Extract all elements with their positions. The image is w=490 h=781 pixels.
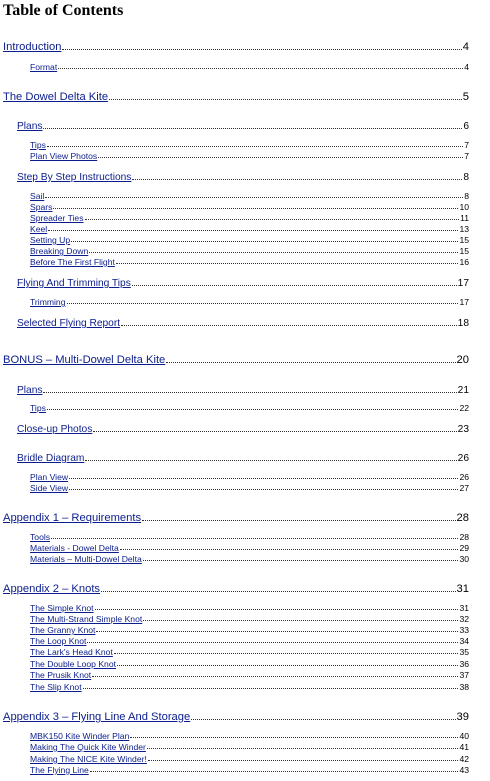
toc-entry-link[interactable]: Appendix 3 – Flying Line And Storage (3, 711, 191, 723)
toc-entry-link[interactable]: Plans (17, 385, 43, 396)
toc-entry-link[interactable]: Bridle Diagram (17, 453, 85, 464)
dot-leader (132, 179, 462, 180)
page-number: 35 (459, 647, 469, 657)
toc-entry-link[interactable]: Plan View (30, 472, 69, 482)
toc-entry-link[interactable]: Flying And Trimming Tips (17, 278, 131, 289)
toc-entry-link[interactable]: Making The Quick Kite Winder (30, 742, 146, 752)
toc-entry-link[interactable]: Side View (30, 483, 69, 493)
dot-leader (43, 392, 456, 393)
page-number: 11 (460, 213, 469, 223)
dot-leader (62, 49, 461, 50)
dot-leader (47, 409, 459, 410)
toc-entry-level-3[interactable] (30, 58, 469, 72)
toc-entry-level-3[interactable] (30, 293, 469, 307)
dot-leader (93, 431, 456, 432)
dot-leader (58, 68, 463, 69)
toc-entry-link[interactable]: Breaking Down (30, 246, 89, 256)
page-number: 21 (457, 385, 469, 396)
toc-entry-level-3[interactable] (30, 479, 469, 493)
dot-leader (147, 748, 459, 749)
dot-leader (132, 285, 457, 286)
toc-entry-link[interactable]: Sail (30, 191, 45, 201)
toc-entry-level-1[interactable] (3, 352, 469, 366)
toc-entry-link[interactable]: The Multi-Strand Simple Knot (30, 614, 143, 624)
page-number: 8 (463, 172, 469, 183)
dot-leader (191, 719, 455, 720)
page-number: 32 (459, 614, 469, 624)
dot-leader (90, 771, 459, 772)
toc-entry-level-1[interactable] (3, 39, 469, 53)
dot-leader (43, 128, 462, 129)
toc-entry-link[interactable]: The Loop Knot (30, 636, 87, 646)
dot-leader (85, 460, 456, 461)
page-number: 28 (459, 532, 469, 542)
toc-entry-level-2[interactable] (17, 169, 469, 183)
dot-leader (142, 520, 455, 521)
toc-entry-level-3[interactable] (30, 399, 469, 413)
toc-entry-level-1[interactable] (3, 581, 469, 595)
toc-entry-level-1[interactable] (3, 89, 469, 103)
page-number: 31 (456, 583, 469, 595)
toc-entry-link[interactable]: Format (30, 62, 58, 72)
page-number: 15 (459, 235, 469, 245)
toc-entry-link[interactable]: The Granny Knot (30, 625, 96, 635)
dot-leader (114, 653, 459, 654)
toc-entry-link[interactable]: Introduction (3, 41, 62, 53)
dot-leader (92, 676, 458, 677)
dot-leader (83, 688, 459, 689)
toc-entry-level-2[interactable] (17, 450, 469, 464)
page-number: 36 (459, 659, 469, 669)
page-number: 4 (464, 62, 469, 72)
toc-entry-link[interactable]: Plan View Photos (30, 151, 98, 161)
toc-entry-level-3[interactable] (30, 678, 469, 692)
toc-entry-link[interactable]: Appendix 2 – Knots (3, 583, 101, 595)
page-number: 26 (457, 453, 469, 464)
toc-entry-link[interactable]: Keel (30, 224, 48, 234)
toc-entry-level-1[interactable] (3, 709, 469, 723)
toc-entry-link[interactable]: Trimming (30, 297, 66, 307)
page-number: 4 (462, 41, 469, 53)
toc-entry-link[interactable]: Tips (30, 403, 46, 413)
page-number: 42 (459, 754, 469, 764)
dot-leader (121, 325, 457, 326)
page-number: 30 (459, 554, 469, 564)
toc-entry-level-2[interactable] (17, 275, 469, 289)
page-number: 10 (459, 202, 469, 212)
page-number: 6 (463, 121, 469, 132)
toc-entry-level-2[interactable] (17, 315, 469, 329)
page-number: 18 (457, 318, 469, 329)
toc-entry-link[interactable]: Close-up Photos (17, 424, 93, 435)
dot-leader (109, 99, 462, 100)
toc-entry-link[interactable]: Making The NICE Kite Winder! (30, 754, 147, 764)
toc-entry-link[interactable]: Materials – Multi-Dowel Delta (30, 554, 142, 564)
toc-entry-level-3[interactable] (30, 147, 469, 161)
toc-entry-level-1[interactable] (3, 510, 469, 524)
toc-entry-link[interactable]: MBK150 Kite Winder Plan (30, 731, 130, 741)
toc-entry-level-3[interactable] (30, 253, 469, 267)
toc-entry-link[interactable]: Appendix 1 – Requirements (3, 512, 142, 524)
toc-entry-link[interactable]: The Slip Knot (30, 682, 82, 692)
page-number: 8 (464, 191, 469, 201)
toc-entry-link[interactable]: Plans (17, 121, 43, 132)
toc-entry-link[interactable]: Tips (30, 140, 46, 150)
page-number: 40 (459, 731, 469, 741)
toc-entry-link[interactable]: The Prusik Knot (30, 670, 92, 680)
toc-entry-level-3[interactable] (30, 761, 469, 775)
toc-entry-link[interactable]: Spreader Ties (30, 213, 84, 223)
toc-entry-link[interactable]: The Simple Knot (30, 603, 94, 613)
page-number: 15 (459, 246, 469, 256)
toc-entry-level-3[interactable] (30, 550, 469, 564)
toc-entry-link[interactable]: The Flying Line (30, 765, 89, 775)
toc-entry-link[interactable]: BONUS – Multi-Dowel Delta Kite (3, 354, 166, 366)
page-number: 39 (456, 711, 469, 723)
page-number: 17 (459, 297, 469, 307)
page-number: 26 (459, 472, 469, 482)
toc-entry-link[interactable]: The Lark's Head Knot (30, 647, 113, 657)
page-number: 38 (459, 682, 469, 692)
dot-leader (143, 560, 459, 561)
page-number: 34 (459, 636, 469, 646)
toc-entry-link[interactable]: Selected Flying Report (17, 318, 121, 329)
page-number: 5 (462, 91, 469, 103)
dot-leader (166, 362, 455, 363)
toc-entry-level-2[interactable] (17, 421, 469, 435)
page-number: 29 (459, 543, 469, 553)
dot-leader (69, 489, 458, 490)
page-number: 7 (464, 151, 469, 161)
toc-entry-link[interactable]: The Dowel Delta Kite (3, 91, 109, 103)
page-number: 7 (464, 140, 469, 150)
toc-title: Table of Contents (3, 2, 124, 19)
page-number: 20 (456, 354, 469, 366)
page-number: 27 (459, 483, 469, 493)
page-number: 13 (459, 224, 469, 234)
dot-leader (98, 157, 463, 158)
page-number: 31 (459, 603, 469, 613)
toc-entry-link[interactable]: Spars (30, 202, 53, 212)
page-number: 33 (459, 625, 469, 635)
toc-entry-level-2[interactable] (17, 118, 469, 132)
toc-entry-link[interactable]: Step By Step Instructions (17, 172, 132, 183)
page-number: 37 (459, 670, 469, 680)
page-number: 41 (459, 742, 469, 752)
page-number: 16 (459, 257, 469, 267)
dot-leader (116, 263, 459, 264)
toc-entry-link[interactable]: Tools (30, 532, 51, 542)
page-number: 28 (456, 512, 469, 524)
toc-entry-link[interactable]: Setting Up (30, 235, 71, 245)
toc-entry-link[interactable]: Materials - Dowel Delta (30, 543, 119, 553)
toc-entry-level-2[interactable] (17, 382, 469, 396)
page-number: 23 (457, 424, 469, 435)
toc-entry-link[interactable]: The Double Loop Knot (30, 659, 117, 669)
page-number: 43 (459, 765, 469, 775)
toc-entry-link[interactable]: Before The First Flight (30, 257, 115, 267)
page-number: 22 (459, 403, 469, 413)
dot-leader (101, 591, 456, 592)
page-number: 17 (457, 278, 469, 289)
dot-leader (67, 303, 459, 304)
